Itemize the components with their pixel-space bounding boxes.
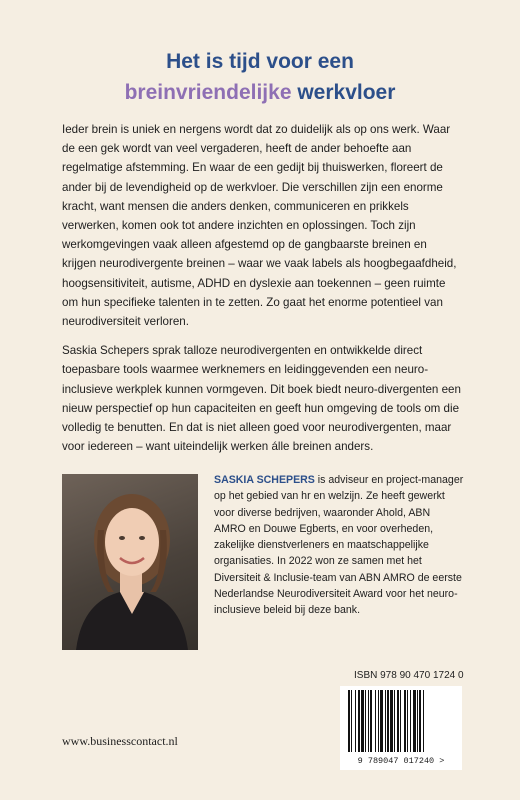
headline-rest: werkvloer	[291, 81, 396, 104]
author-portrait-icon	[62, 474, 198, 650]
barcode-bars	[340, 686, 462, 756]
headline	[0, 46, 520, 108]
author-bio	[214, 472, 464, 619]
publisher-website: www.businesscontact.nl	[62, 734, 178, 748]
headline-line2	[0, 77, 520, 108]
barcode-digits: 9 789047 017240 >	[340, 756, 462, 766]
author-name: SASKIA SCHEPERS	[214, 474, 315, 486]
author-bio-text: is adviseur en project-manager op het gebied van hr en welzijn. Ze heeft gewerkt voor diverse bedrijven, waaronder Ahold, ABN AMRO en Douwe Egberts, en voor overheden, zakelijke dienstverleners en maatschappelijke organisaties. In 2022 won ze samen met het Diversiteit & Inclusie-team van ABN AMRO de eerste Nederlandse Neurodiversiteit Award voor het neuro-inclusieve beleid bij deze bank.	[214, 474, 464, 617]
blurb	[62, 120, 464, 466]
blurb-paragraph-2: Saskia Schepers sprak talloze neurodivergenten en ontwikkelde direct toepasbare tools waarmee werknemers en leidinggevenden een neuro-inclusieve werkplek kunnen vormgeven. Dit boek biedt neuro-divergenten een nieuw perspectief op hun capaciteiten en geeft hun omgeving de tools om die volledig te benutten. En dat is niet alleen goed voor neurodivergenten, maar voor iedereen – want uiteindelijk werken álle breinen anders.	[62, 344, 461, 454]
headline-highlight: breinvriendelijke	[124, 81, 292, 104]
isbn-label: ISBN 978 90 470 1724 0	[354, 670, 464, 681]
headline-line1: Het is tijd voor een	[166, 50, 354, 73]
blurb-paragraph-1: Ieder brein is uniek en nergens wordt dat zo duidelijk als op ons werk. Waar de een gek wordt van veel vergaderen, heeft de ander behoefte aan regelmatige afstemming. En waar de een gedijt bij thuiswerken, floreert de ander bij de levendigheid op de werkvloer. Die verschillen zijn een enorme kracht, want mensen die anders denken, communiceren en prikkels verwerken, komen ook tot andere inzichten en oplossingen. Toch zijn werkomgevingen vaak alleen afgestemd op de gangbaarste breinen en krijgen neurodivergente breinen – waar we vaak labels als hoogbegaafdheid, hoogsensitiviteit, autisme, ADHD en dyslexie aan toekennen – geen ruimte om hun specifieke talenten in te zetten. Zo gaat het enorme potentieel van neurodiversiteit verloren.	[62, 123, 457, 329]
